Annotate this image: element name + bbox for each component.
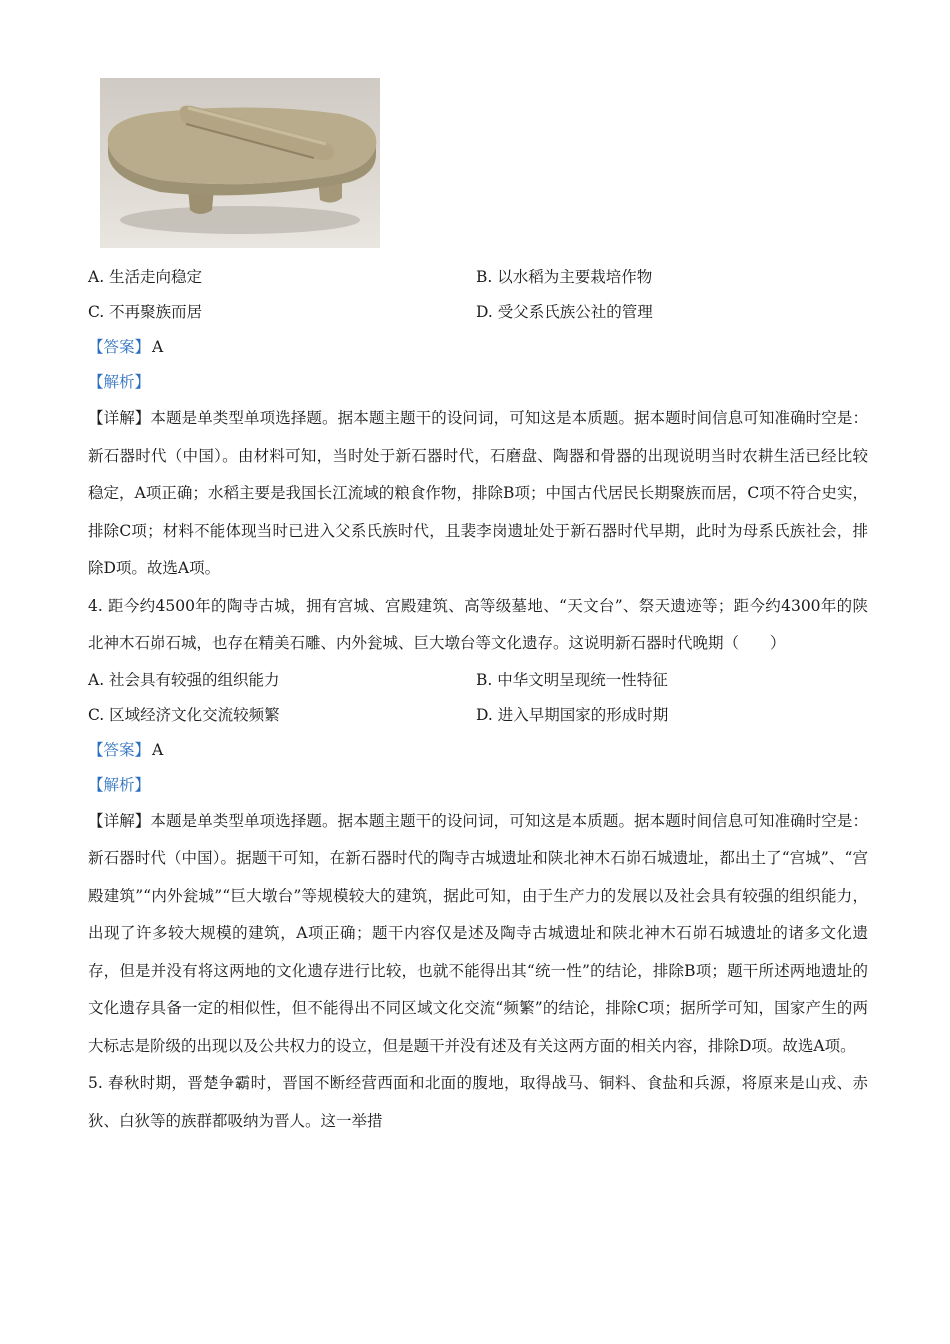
q4-options-row-2 — [88, 698, 868, 733]
q4-answer — [88, 733, 868, 768]
q3-answer-value: A — [152, 338, 164, 356]
q4-analysis — [88, 768, 868, 803]
document-page — [88, 78, 868, 1140]
q3-detail-text: 本题是单类型单项选择题。据本题主题干的设问词，可知这是本质题。据本题时间信息可知准确时空是：新石器时代（中国）。由材料可知，当时处于新石器时代，石磨盘、陶器和骨器的出现说明当时农耕生活已经比较稳定，A项正确；水稻主要是我国长江流域的粮食作物，排除B项；中国古代居民长期聚族而居，C项不符合史实，排除C项；材料不能体现当时已进入父系氏族时代，且裴李岗遗址处于新石器时代早期，此时为母系氏族社会，排除D项。故选A项。 — [88, 409, 868, 577]
q3-analysis — [88, 365, 868, 400]
q4-option-c: C. 区域经济文化交流较频繁 — [88, 705, 280, 724]
q4-answer-label: 【答案】 — [88, 740, 151, 759]
q4-option-a: A. 社会具有较强的组织能力 — [88, 670, 280, 689]
q4-detail-text: 本题是单类型单项选择题。据本题主题干的设问词，可知这是本质题。据本题时间信息可知准确时空是：新石器时代（中国）。据题干可知，在新石器时代的陶寺古城遗址和陕北神木石峁石城遗址，都出土了“宫城”、“宫殿建筑”“内外瓮城”“巨大墩台”等规模较大的建筑，据此可知，由于生产力的发展以及社会具有较强的组织能力，出现了许多较大规模的建筑，A项正确；题干内容仅是述及陶寺古城遗址和陕北神木石峁石城遗址的诸多文化遗存，但是并没有将这两地的文化遗存进行比较，也就不能得出其“统一性”的结论，排除B项；题干所述两地遗址的文化遗存具备一定的相似性，但不能得出不同区域文化交流“频繁”的结论，排除C项；据所学可知，国家产生的两大标志是阶级的出现以及公共权力的设立，但是题干并没有述及有关这两方面的相关内容，排除D项。故选A项。 — [88, 811, 868, 1055]
stone-quern-icon — [100, 78, 380, 248]
q3-detail — [88, 400, 868, 588]
q4-option-d: D. 进入早期国家的形成时期 — [476, 705, 669, 724]
q3-answer-label: 【答案】 — [88, 338, 151, 356]
q5-stem: 5. 春秋时期，晋楚争霸时，晋国不断经营西面和北面的腹地，取得战马、铜料、食盐和兵源，将原来是山戎、赤狄、白狄等的族群都吸纳为晋人。这一举措 — [88, 1074, 868, 1130]
q3-option-d: D. 受父系氏族公社的管理 — [476, 303, 653, 321]
q4-option-b: B. 中华文明呈现统一性特征 — [476, 670, 668, 689]
q3-option-c: C. 不再聚族而居 — [88, 303, 203, 321]
q3-option-a: A. 生活走向稳定 — [88, 268, 203, 286]
q4-options-row-1 — [88, 663, 868, 698]
q4-analysis-label: 【解析】 — [88, 775, 151, 794]
q3-option-b: B. 以水稻为主要栽培作物 — [476, 268, 653, 286]
q4-stem: 4. 距今约4500年的陶寺古城，拥有宫城、宫殿建筑、高等级墓地、“天文台”、祭天遗迹等；距今约4300年的陕北神木石峁石城，也存在精美石雕、内外瓮城、巨大墩台等文化遗存。这说明新石器时代晚期（ ） — [88, 596, 868, 652]
q3-options-row-2 — [88, 295, 868, 330]
q4-detail-label: 【详解】 — [88, 811, 151, 830]
q4-detail — [88, 803, 868, 1066]
q3-analysis-label: 【解析】 — [88, 373, 151, 391]
q3-detail-label: 【详解】 — [88, 409, 151, 427]
q3-answer — [88, 330, 868, 365]
stone-quern-image — [100, 78, 380, 248]
q3-options-row-1 — [88, 260, 868, 295]
q4-answer-value: A — [152, 740, 164, 759]
